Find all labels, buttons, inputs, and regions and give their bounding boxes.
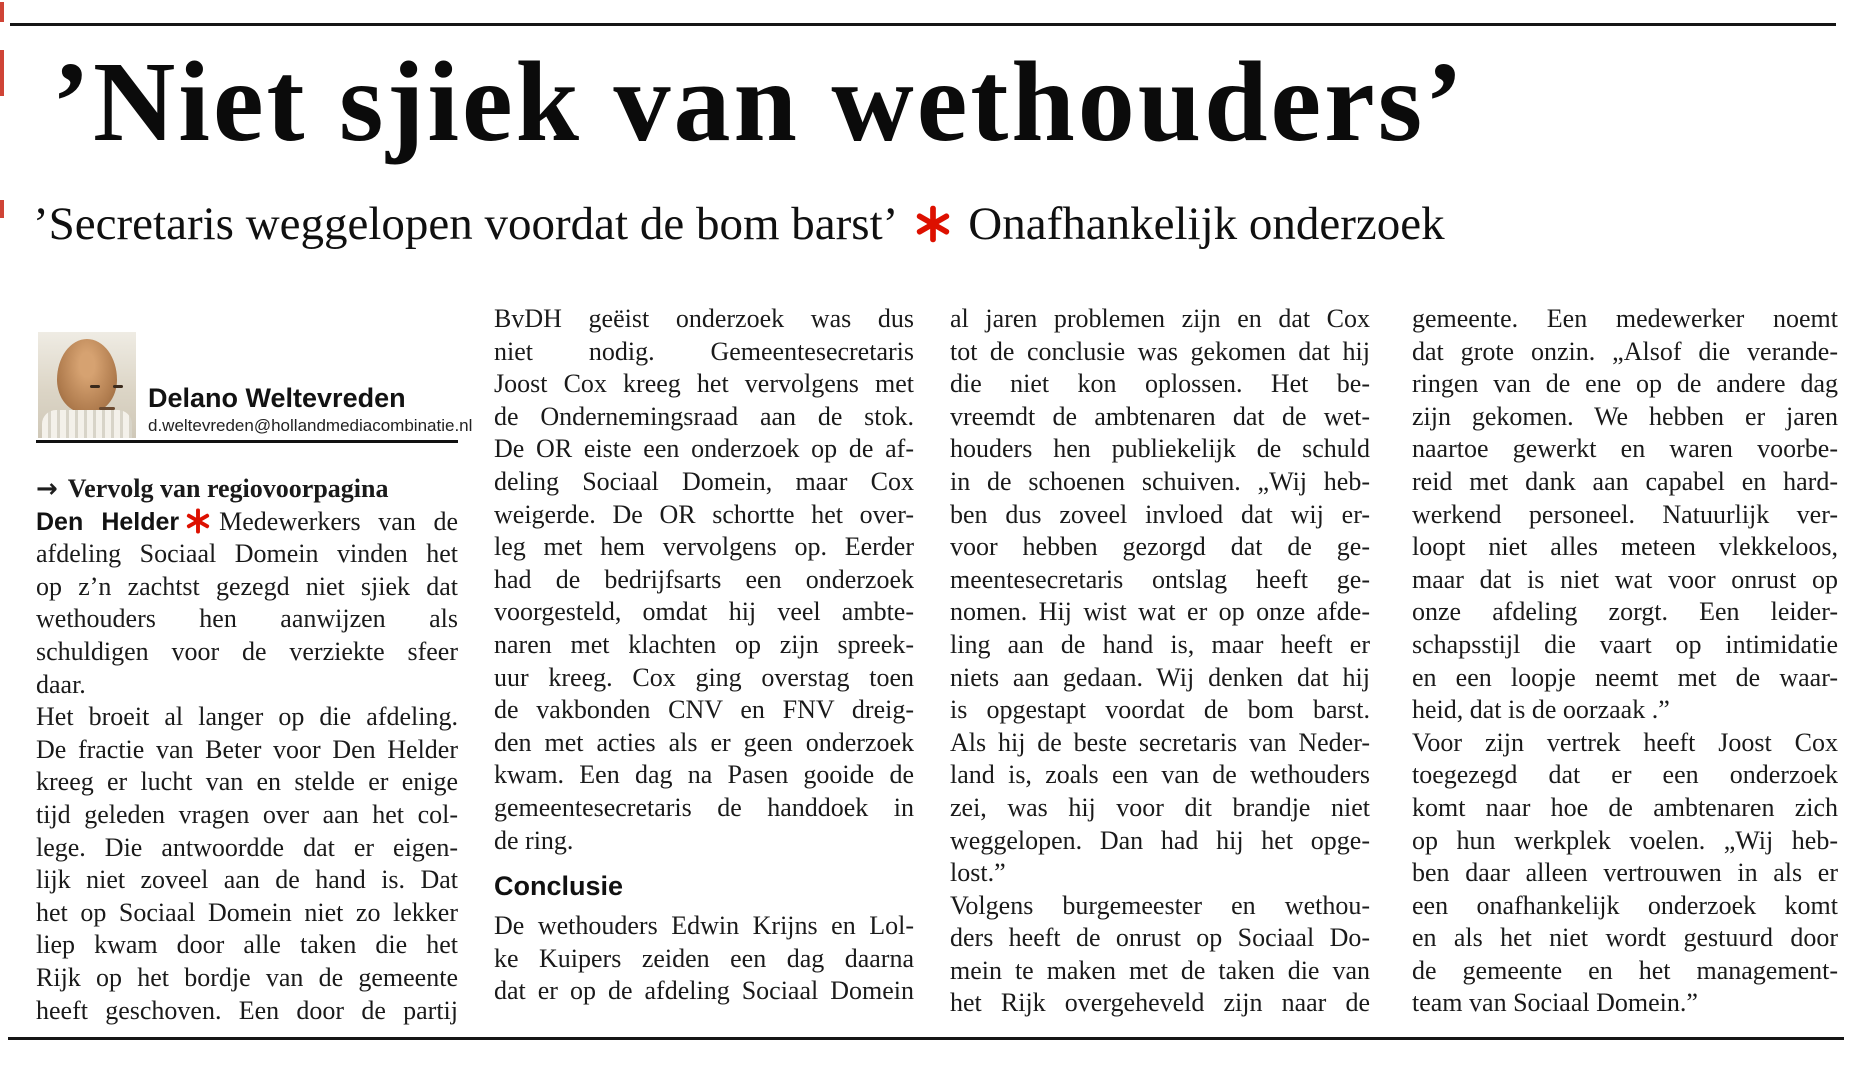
dateline-line xyxy=(36,506,458,539)
paragraph: gemeente. Een medewerker noemt dat grote onzin. „Alsof die verande- ringen van de ene op de andere dag zijn gekomen. We hebben er jaren naartoe gewerkt en waren voorbe- reid met dank aan capabel en hard- werkend personeel. Natuurlijk ver- loopt niet alles meteen vlekkeloos, maar dat is niet wat voor onrust op onze afdeling zorgt. Een leider- schapsstijl die vaart op intimidatie en een loopje neemt met de waar- heid, dat is de oorzaak .” xyxy=(1412,304,1838,725)
subheadline xyxy=(33,186,1445,262)
arrow-right-icon: → xyxy=(36,474,58,504)
subheadline-topic: Onafhankelijk onderzoek xyxy=(968,198,1445,250)
author-photo-shirt xyxy=(42,410,132,438)
bottom-rule xyxy=(8,1037,1844,1040)
byline-block xyxy=(36,330,473,440)
headline: ’Niet sjiek van wethouders’ xyxy=(52,38,1467,165)
red-asterisk-icon xyxy=(185,508,211,534)
scan-artifact xyxy=(0,200,4,218)
lead-text: Medewerkers van de xyxy=(219,506,458,536)
article-column-1 xyxy=(36,473,458,1027)
subhead-conclusie: Conclusie xyxy=(494,871,624,902)
author-name: Delano Weltevreden xyxy=(148,383,406,413)
subheadline-quote: ’Secretaris weggelopen voordat de bom barst’ xyxy=(33,198,899,250)
paragraph: Volgens burgemeester en wethou- ders heeft de onrust op Sociaal Do- mein te maken met de taken die van het Rijk overgeheveld zijn naar de xyxy=(950,890,1370,1018)
article-column-4 xyxy=(1412,303,1838,1020)
byline-rule xyxy=(36,440,458,443)
top-rule xyxy=(10,23,1836,26)
red-asterisk-icon xyxy=(914,205,952,243)
paragraph: Het broeit al langer op die afdeling. De fractie van Beter voor Den Helder kreeg er lucht van en stelde er enige tijd geleden vragen over aan het col- lege. Die antwoordde dat er eigen- lijk niet zoveel aan de hand is. Dat het op Sociaal Domein niet zo lekker liep kwam door alle taken die het Rijk op het bordje van de gemeente heeft geschoven. Een door de partij xyxy=(36,702,458,1025)
scan-artifact xyxy=(0,50,4,96)
continuation-note xyxy=(36,473,458,506)
paragraph: BvDH geëist onderzoek was dus niet nodig. Gemeentesecretaris Joost Cox kreeg het vervolgens met de Ondernemingsraad aan de stok. De OR eiste een onderzoek op de af- deling Sociaal Domein, maar Cox weigerde. De OR schortte het over- leg met hem vervolgens op. Eerder had de bedrijfsarts een onderzoek voorgesteld, omdat hij veel ambte- naren met klachten op zijn spreek- uur kreeg. Cox ging overstag toen de vakbonden CNV en FNV dreig- den met acties als er geen onderzoek kwam. Een dag na Pasen gooide de gemeentesecretaris de handdoek in de ring. xyxy=(494,304,914,855)
author-photo-face xyxy=(57,339,117,413)
article-column-3 xyxy=(950,303,1370,1020)
paragraph: Voor zijn vertrek heeft Joost Cox toegezegd dat er een onderzoek komt naar hoe de ambtenaren zich op hun werkplek voelen. „Wij heb- ben daar alleen vertrouwen in als er een onafhankelijk onderzoek komt en als het niet wordt gestuurd door de gemeente en het management- team van Sociaal Domein.” xyxy=(1412,727,1838,1018)
author-photo xyxy=(38,332,136,438)
continuation-label: Vervolg van regiovoorpagina xyxy=(67,474,389,503)
paragraph: al jaren problemen zijn en dat Cox tot de conclusie was gekomen dat hij die niet kon oplossen. Het be- vreemdt de ambtenaren dat de wet- houders hen publiekelijk de schuld in de schoenen schuiven. „Wij heb- ben dus zoveel invloed dat wij er- voor hebben gezorgd dat de ge- meentesecretaris ontslag heeft ge- nomen. Hij wist wat er op onze afde- ling aan de hand is, maar heeft er niets aan gedaan. Wij denken dat hij is opgestapt voordat de bom barst. Als hij de beste secretaris van Neder- land is, zoals een van de wethouders zei, was hij voor dit brandje niet weggelopen. Dan had hij het opge- lost.” xyxy=(950,304,1370,888)
article-column-2 xyxy=(494,303,914,1008)
scan-artifact xyxy=(0,2,4,22)
author-email: d.weltevreden@hollandmediacombinatie.nl xyxy=(148,416,473,435)
paragraph: afdeling Sociaal Domein vinden het op z’n zachtst gezegd niet sjiek dat wethouders hen aanwijzen als schuldigen voor de verziekte sfeer daar. xyxy=(36,539,458,699)
paragraph: De wethouders Edwin Krijns en Lol- ke Kuipers zeiden een dag daarna dat er op de afdeling Sociaal Domein xyxy=(494,911,914,1006)
dateline: Den Helder xyxy=(36,507,180,536)
